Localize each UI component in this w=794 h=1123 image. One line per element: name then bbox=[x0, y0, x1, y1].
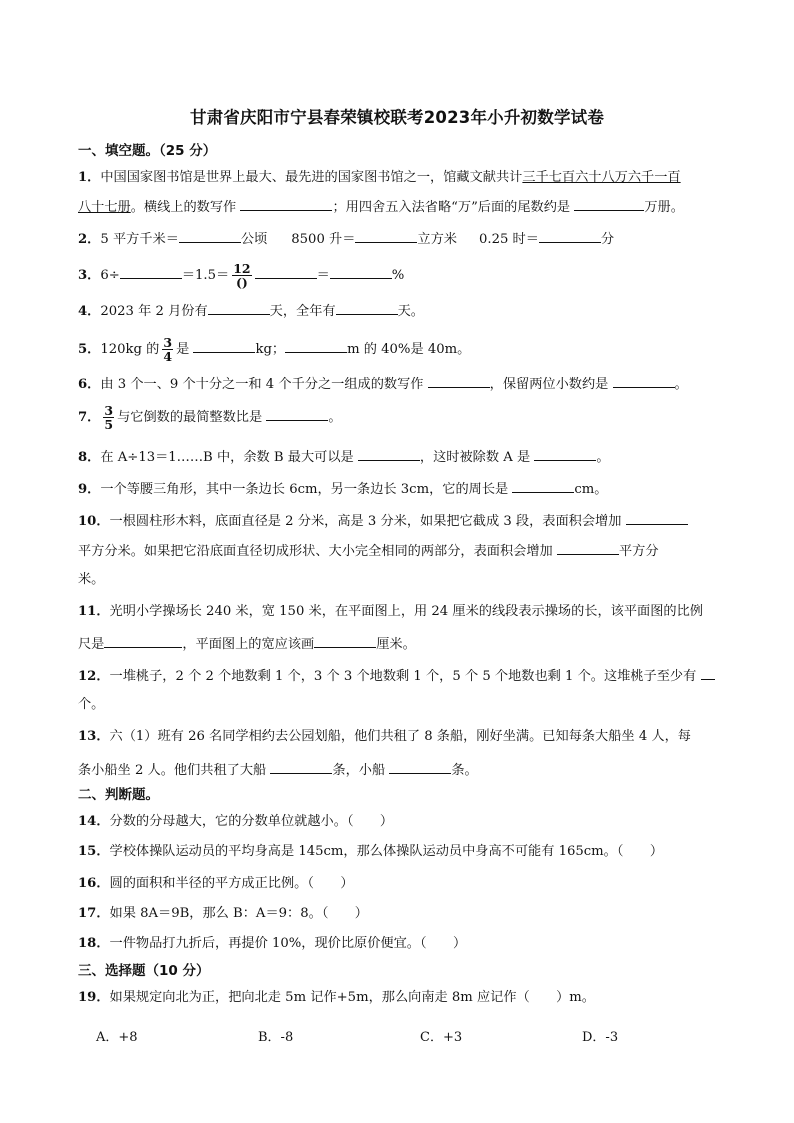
question-number: 12． bbox=[78, 669, 110, 684]
answer-blank[interactable] bbox=[314, 633, 376, 648]
question-1-line-1 bbox=[78, 168, 681, 188]
question-text: 如果 8A＝9B，那么 B：A＝9：8。（ ） bbox=[109, 906, 368, 921]
question-text: 圆的面积和半径的平方成正比例。（ ） bbox=[109, 876, 354, 891]
question-text: 0.25 时＝ bbox=[478, 232, 539, 247]
question-text: 5 平方千米＝ bbox=[100, 232, 179, 247]
question-number: 11． bbox=[78, 604, 110, 619]
question-text: 天，全年有 bbox=[269, 304, 336, 319]
question-text: 条。 bbox=[451, 763, 478, 778]
question-text: 一根圆柱形木料，底面直径是 2 分米，高是 3 分米，如果把它截成 3 段，表面积会增加 bbox=[109, 514, 626, 529]
question-text: 一个等腰三角形，其中一条边长 6cm，另一条边长 3cm，它的周长是 bbox=[100, 482, 513, 497]
question-text: 是 bbox=[176, 342, 194, 357]
answer-blank[interactable] bbox=[336, 300, 398, 315]
question-text: % bbox=[391, 268, 405, 283]
question-number: 17． bbox=[78, 906, 110, 921]
question-text: ，保留两位小数约是 bbox=[489, 377, 613, 392]
answer-blank[interactable] bbox=[428, 373, 490, 388]
answer-blank[interactable] bbox=[574, 196, 644, 211]
question-number: 2． bbox=[78, 232, 101, 247]
section-fill-in: 一、填空题。（25 分） bbox=[78, 143, 217, 159]
question-text: 一堆桃子，2 个 2 个地数剩 1 个，3 个 3 个地数剩 1 个，5 个 5 个地数也剩 1 个。这堆桃子至少有 bbox=[109, 669, 701, 684]
question-number: 13． bbox=[78, 729, 110, 744]
question-text: m 的 40%是 40m。 bbox=[347, 342, 471, 357]
answer-blank[interactable] bbox=[193, 338, 255, 353]
answer-blank[interactable] bbox=[255, 264, 317, 279]
question-number: 19． bbox=[78, 990, 110, 1005]
question-text: 一件物品打九折后，再提价 10%，现价比原价便宜。（ ） bbox=[109, 936, 467, 951]
answer-blank[interactable] bbox=[512, 478, 574, 493]
question-text: cm。 bbox=[574, 482, 608, 497]
question-number: 5． bbox=[78, 342, 101, 357]
answer-blank[interactable] bbox=[266, 406, 328, 421]
option-b[interactable]: B．-8 bbox=[258, 1030, 294, 1045]
question-number: 1． bbox=[78, 170, 101, 185]
question-11-line-2 bbox=[78, 633, 416, 655]
fraction bbox=[232, 262, 251, 289]
question-text: 条小船坐 2 人。他们共租了大船 bbox=[78, 763, 271, 778]
unit-text: 公顷 bbox=[240, 232, 268, 247]
question-2 bbox=[78, 228, 614, 250]
question-text: 。 bbox=[328, 410, 342, 425]
question-text: ＝1.5＝ bbox=[181, 268, 230, 283]
answer-blank[interactable] bbox=[120, 264, 182, 279]
question-4 bbox=[78, 300, 424, 322]
question-number: 4． bbox=[78, 304, 101, 319]
fraction-numerator: 12 bbox=[233, 261, 251, 276]
option-a[interactable]: A．+8 bbox=[96, 1030, 138, 1045]
question-number: 7． bbox=[78, 410, 101, 425]
fraction-numerator: 3 bbox=[104, 403, 114, 418]
question-text: 尺是 bbox=[78, 637, 105, 652]
question-17 bbox=[78, 904, 368, 924]
question-3 bbox=[78, 262, 404, 289]
question-text: 万册。 bbox=[644, 200, 684, 215]
question-text: 米。 bbox=[78, 572, 105, 587]
question-13-line-1 bbox=[78, 727, 691, 747]
question-text: 天。 bbox=[397, 304, 424, 319]
section-choice: 三、选择题（10 分） bbox=[78, 963, 210, 979]
question-number: 3． bbox=[78, 268, 101, 283]
question-number: 10． bbox=[78, 514, 110, 529]
question-text: 。 bbox=[596, 450, 610, 465]
question-11-line-1 bbox=[78, 602, 703, 622]
answer-blank[interactable] bbox=[240, 196, 332, 211]
question-18 bbox=[78, 934, 466, 954]
fraction-numerator: 3 bbox=[163, 335, 173, 350]
question-text: 厘米。 bbox=[376, 637, 416, 652]
question-10-line-2 bbox=[78, 540, 659, 562]
question-6 bbox=[78, 373, 688, 395]
unit-text: 分 bbox=[600, 232, 615, 247]
question-text: 六（1）班有 26 名同学相约去公园划船，他们共租了 8 条船，刚好坐满。已知每条大船坐 4 人，每 bbox=[109, 729, 691, 744]
answer-blank[interactable] bbox=[389, 759, 451, 774]
question-text: 由 3 个一、9 个十分之一和 4 个千分之一组成的数写作 bbox=[100, 377, 428, 392]
question-13-line-2 bbox=[78, 759, 478, 781]
question-text: kg； bbox=[255, 342, 286, 357]
underlined-number-text: 三千七百六十八万六千一百 bbox=[522, 170, 681, 185]
question-text: 中国国家图书馆是世界上最大、最先进的国家图书馆之一，馆藏文献共计 bbox=[100, 170, 523, 185]
question-number: 6． bbox=[78, 377, 101, 392]
question-14 bbox=[78, 812, 393, 832]
question-text: 。横线上的数写作 bbox=[130, 200, 241, 215]
question-text: 与它倒数的最简整数比是 bbox=[117, 410, 267, 425]
answer-blank[interactable] bbox=[626, 510, 688, 525]
question-number: 16． bbox=[78, 876, 110, 891]
answer-blank[interactable] bbox=[557, 540, 619, 555]
question-12-line-1 bbox=[78, 665, 715, 687]
answer-blank[interactable] bbox=[270, 759, 332, 774]
question-number: 14． bbox=[78, 814, 110, 829]
question-text: 个。 bbox=[78, 697, 105, 712]
answer-blank[interactable] bbox=[355, 228, 417, 243]
question-text: ，这时被除数 A 是 bbox=[419, 450, 535, 465]
fraction bbox=[162, 336, 173, 363]
fraction-denominator-blank[interactable]: () bbox=[235, 275, 248, 290]
question-text: 120kg 的 bbox=[100, 342, 160, 357]
answer-blank[interactable] bbox=[104, 633, 182, 648]
fraction bbox=[103, 404, 114, 431]
question-text: 分数的分母越大，它的分数单位就越小。（ ） bbox=[109, 814, 394, 829]
question-5 bbox=[78, 336, 470, 363]
section-judge: 二、判断题。 bbox=[78, 787, 159, 803]
underlined-number-text: 八十七册 bbox=[78, 200, 131, 215]
question-16 bbox=[78, 874, 354, 894]
question-1-line-2 bbox=[78, 196, 684, 218]
answer-blank[interactable] bbox=[358, 446, 420, 461]
question-10-line-1 bbox=[78, 510, 688, 532]
question-number: 9． bbox=[78, 482, 101, 497]
question-text: ；用四舍五入法省略“万”后面的尾数约是 bbox=[332, 200, 575, 215]
answer-blank[interactable] bbox=[330, 264, 392, 279]
question-number: 8． bbox=[78, 450, 101, 465]
question-8 bbox=[78, 446, 610, 468]
answer-blank[interactable] bbox=[539, 228, 601, 243]
answer-blank[interactable] bbox=[534, 446, 596, 461]
question-number: 18． bbox=[78, 936, 110, 951]
question-7 bbox=[78, 404, 342, 431]
question-text: 光明小学操场长 240 米，宽 150 米，在平面图上，用 24 厘米的线段表示操场的长，该平面图的比例 bbox=[109, 604, 703, 619]
fraction-denominator: 4 bbox=[163, 349, 173, 364]
question-text: 平方分米。如果把它沿底面直径切成形状、大小完全相同的两部分，表面积会增加 bbox=[78, 544, 557, 559]
answer-blank[interactable] bbox=[208, 300, 270, 315]
question-text: 6÷ bbox=[100, 268, 120, 283]
answer-blank[interactable] bbox=[701, 665, 715, 680]
fraction-denominator: 5 bbox=[104, 417, 114, 432]
question-19 bbox=[78, 988, 595, 1008]
option-c[interactable]: C．+3 bbox=[420, 1030, 463, 1045]
answer-blank[interactable] bbox=[613, 373, 675, 388]
question-9 bbox=[78, 478, 607, 500]
question-text: 在 A÷13＝1……B 中，余数 B 最大可以是 bbox=[100, 450, 358, 465]
answer-blank[interactable] bbox=[285, 338, 347, 353]
question-text: 学校体操队运动员的平均身高是 145cm，那么体操队运动员中身高不可能有 165cm。（ ） bbox=[109, 844, 664, 859]
unit-text: 立方米 bbox=[417, 232, 457, 247]
question-text: ，平面图上的宽应该画 bbox=[182, 637, 315, 652]
question-15 bbox=[78, 842, 663, 862]
question-text: 。 bbox=[674, 377, 688, 392]
question-number: 15． bbox=[78, 844, 110, 859]
question-10-line-3 bbox=[78, 570, 104, 590]
question-text: 8500 升＝ bbox=[291, 232, 356, 247]
answer-blank[interactable] bbox=[179, 228, 241, 243]
question-text: 如果规定向北为正，把向北走 5m 记作+5m，那么向南走 8m 应记作（ ）m。 bbox=[109, 990, 595, 1005]
question-text: 平方分 bbox=[618, 544, 659, 559]
question-12-line-2 bbox=[78, 695, 104, 715]
option-d[interactable]: D．-3 bbox=[582, 1030, 619, 1045]
question-text: 条，小船 bbox=[332, 763, 390, 778]
question-text: ＝ bbox=[316, 268, 330, 283]
exam-title: 甘肃省庆阳市宁县春荣镇校联考2023年小升初数学试卷 bbox=[189, 108, 605, 127]
question-text: 2023 年 2 月份有 bbox=[100, 304, 208, 319]
